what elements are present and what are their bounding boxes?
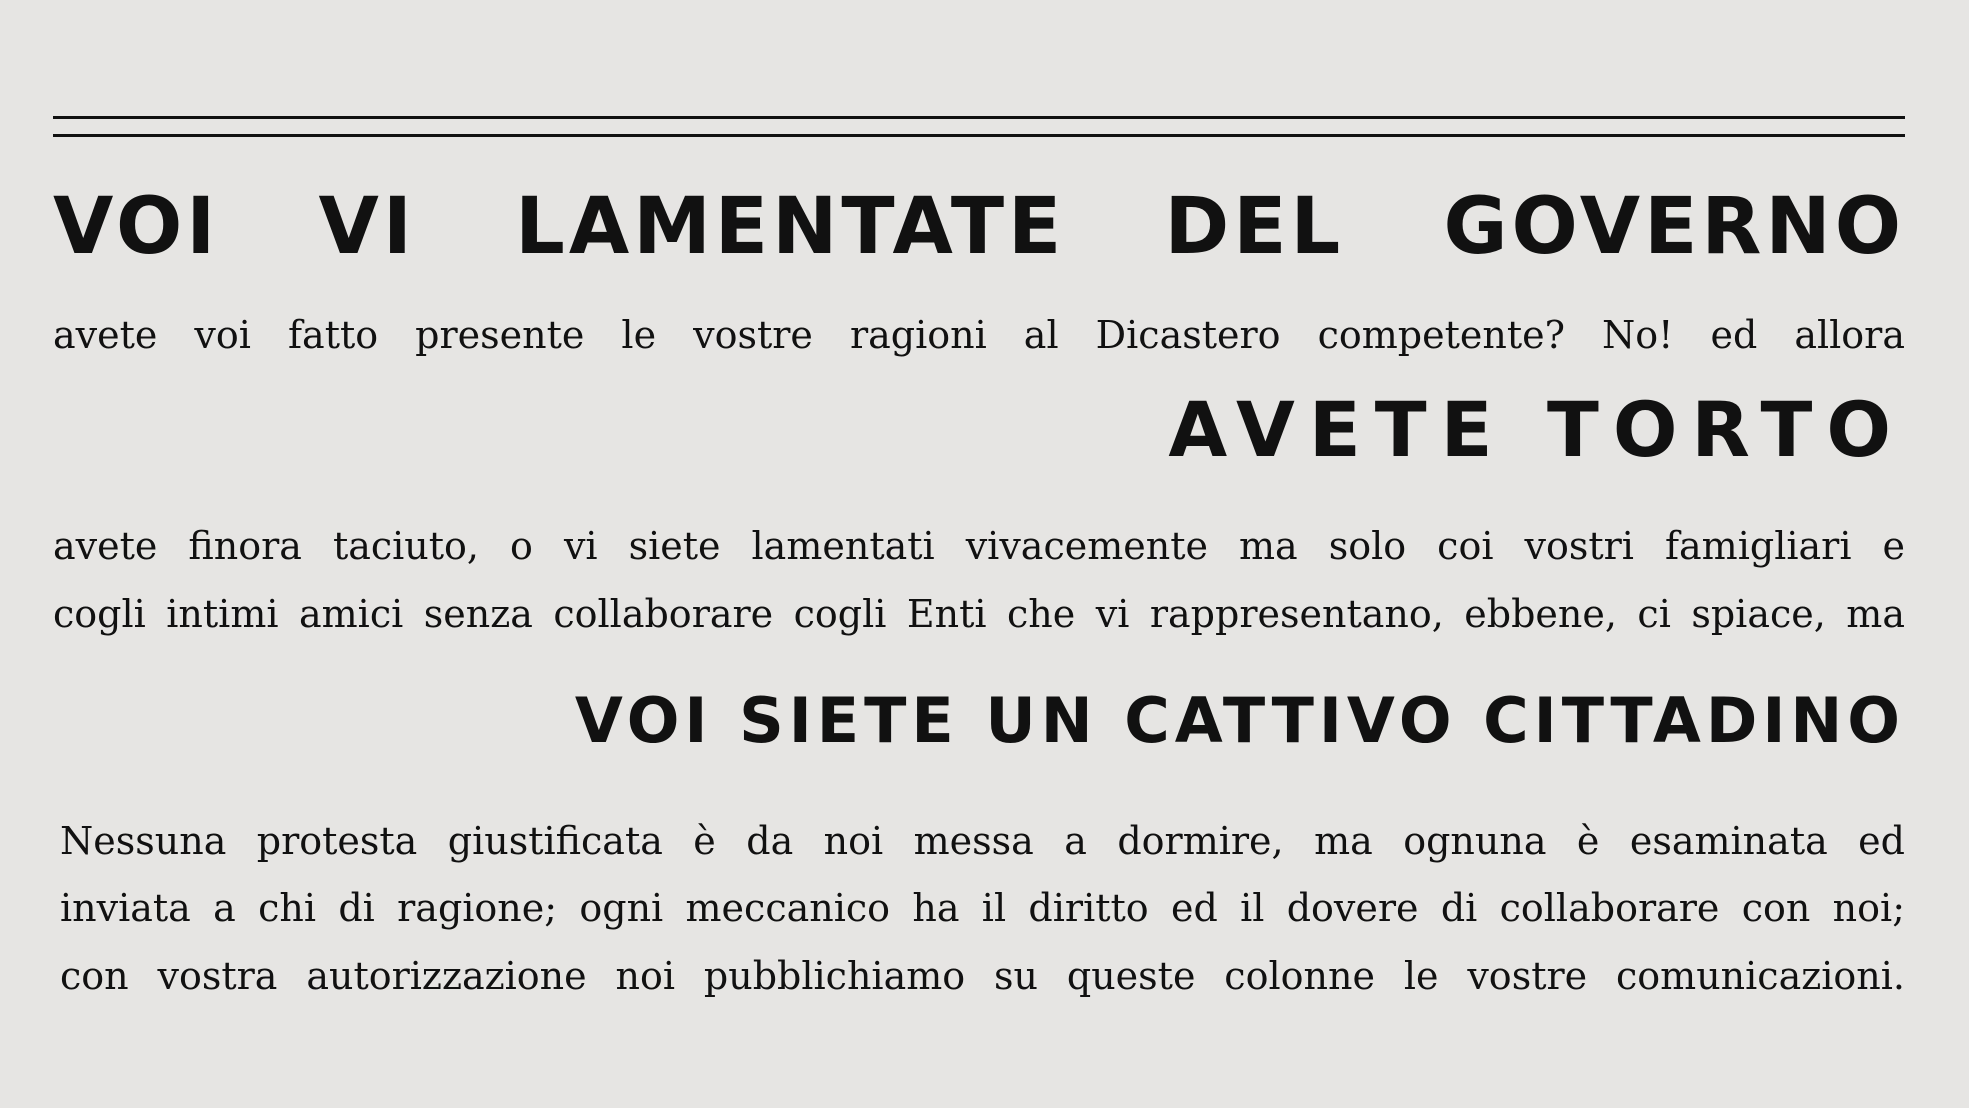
headline-bad-citizen: VOI SIETE UN CATTIVO CITTADINO [574, 684, 1905, 757]
headline-complaint: VOI VI LAMENTATE DEL GOVERNO [53, 182, 1905, 272]
body-line-6: con vostra autorizzazione noi pubblichiamo su queste colonne le vostre comunicazioni. [60, 954, 1905, 998]
body-line-4: Nessuna protesta giustificata è da noi messa a dormire, ma ognuna è esaminata ed [60, 819, 1905, 863]
body-line-3: cogli intimi amici senza collaborare cogli Enti che vi rappresentano, ebbene, ci spiace, ma [53, 592, 1905, 636]
body-line-5: inviata a chi di ragione; ogni meccanico ha il diritto ed il dovere di collaborare con noi; [60, 886, 1905, 930]
top-rule-secondary [53, 134, 1905, 137]
top-rule [53, 116, 1905, 119]
body-line-1: avete voi fatto presente le vostre ragioni al Dicastero competente? No! ed allora [53, 313, 1905, 357]
headline-wrong: AVETE TORTO [1168, 385, 1905, 474]
body-line-2: avete finora taciuto, o vi siete lamentati vivacemente ma solo coi vostri famigliari e [53, 524, 1905, 568]
